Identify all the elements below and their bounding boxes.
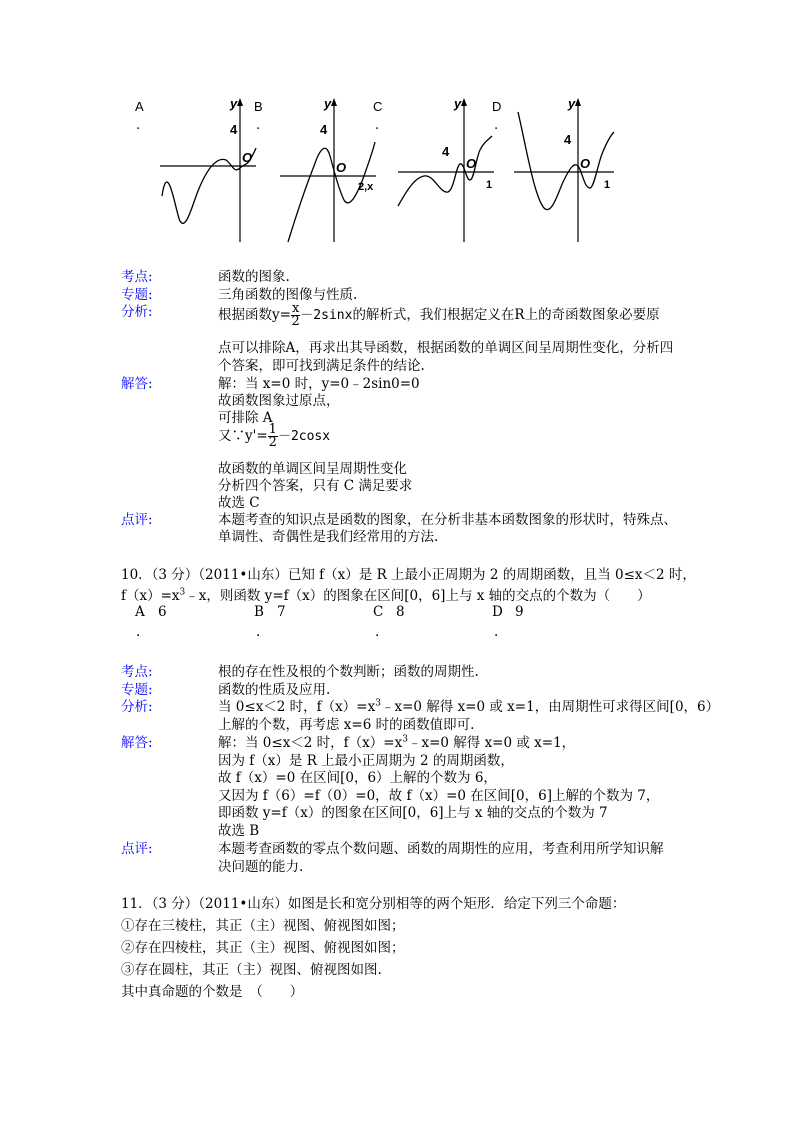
q9-graph-d-y: y xyxy=(568,96,576,111)
q10-jieda-sup: 3 xyxy=(402,734,408,745)
q10-stem-a: f（x）=x xyxy=(121,588,180,604)
q10-fenxi-a: 当 0≤x＜2 时，f（x）=x xyxy=(218,699,376,715)
q10-kaodian: 根的存在性及根的个数判断；函数的周期性. xyxy=(218,664,479,680)
q10-option-d-value: 9 xyxy=(515,604,524,620)
q10-option-a-letter: A xyxy=(135,604,145,620)
q10-jieda-line-5: 即函数 y=f（x）的图象在区间[0，6]上与 x 轴的交点的个数为 7 xyxy=(218,805,608,821)
q9-jieda-line-6: 分析四个答案，只有 C 满足要求 xyxy=(218,478,413,494)
q10-fenxi-line-2: 上解的个数，再考虑 x=6 时的函数值即可. xyxy=(218,717,475,733)
q10-fenxi-line-1 xyxy=(218,695,719,715)
q10-jieda-line-4: 又因为 f（6）=f（0）=0，故 f（x）=0 在区间[0，6]上解的个数为 7， xyxy=(218,788,660,804)
q9-graph-b-x-label: 2,x xyxy=(358,181,374,193)
q9-graph-d-o: O xyxy=(580,156,591,171)
q9-fenxi-tail: －2sinx xyxy=(300,308,353,323)
q9-option-b-dot: . xyxy=(256,118,261,133)
q9-jieda-line-2: 故函数图象过原点， xyxy=(218,393,340,409)
q9-jieda-line-5: 故函数的单调区间呈周期性变化 xyxy=(218,461,407,477)
q9-graph-a xyxy=(158,96,261,244)
q9-graph-b-o: O xyxy=(336,160,347,175)
q10-option-d-letter: D xyxy=(492,604,503,620)
q10-stem-line-2 xyxy=(121,584,651,604)
q10-option-d-dot: . xyxy=(494,624,499,640)
q9-graph-a-y: y xyxy=(230,96,238,111)
q10-jieda-label: 解答: xyxy=(121,735,153,751)
q10-option-a-value: 6 xyxy=(158,604,167,620)
q9-option-b-letter: B xyxy=(254,99,263,114)
q10-zhuanti-label: 专题: xyxy=(121,682,153,698)
q10-stem-b: ﹣x，则函数 y=f（x）的图象在区间[0，6]上与 x 轴的交点的个数为（ ） xyxy=(185,588,651,604)
q9-fenxi-fraction xyxy=(291,303,300,328)
q9-jieda-line-4 xyxy=(218,424,330,449)
q9-jieda-fraction xyxy=(268,424,278,449)
q9-option-d-dot: . xyxy=(494,118,499,133)
q9-graph-c-x-label: 1 xyxy=(486,179,493,191)
q9-fenxi-line-2: 点可以排除A，再求出其导函数，根据函数的单调区间呈周期性变化，分析四 xyxy=(218,340,674,356)
q9-kaodian-label: 考点: xyxy=(121,269,153,285)
q9-jieda-line-3: 可排除 A xyxy=(218,410,273,426)
q9-graph-a-four: 4 xyxy=(230,122,238,137)
q9-fenxi-text-a: 根据函数 xyxy=(218,307,272,323)
q10-jieda-line-1 xyxy=(218,731,575,751)
q9-zhuanti: 三角函数的图像与性质. xyxy=(218,287,358,303)
q9-graph-b xyxy=(278,96,378,244)
q10-option-c-value: 8 xyxy=(396,604,405,620)
q10-jieda-b: ﹣x=0 解得 x=0 或 x=1， xyxy=(407,735,576,751)
q9-graph-c xyxy=(396,96,499,244)
q9-fenxi-y: y= xyxy=(272,307,291,323)
q10-fenxi-b: ﹣x=0 解得 x=0 或 x=1，由周期性可求得区间[0，6） xyxy=(380,699,720,715)
q10-stem-sup: 3 xyxy=(179,587,186,598)
q9-graph-c-o: O xyxy=(466,156,477,171)
q10-jieda-a: 解：当 0≤x＜2 时，f（x）=x xyxy=(218,735,403,751)
q9-dianping-label: 点评: xyxy=(121,512,153,528)
q9-graph-d-four: 4 xyxy=(564,132,572,147)
q10-dianping-line-2: 决问题的能力. xyxy=(218,859,304,875)
q11-stem-line-2: 其中真命题的个数是 （ ） xyxy=(121,984,304,1000)
q10-option-a-dot: . xyxy=(136,624,141,640)
q10-fenxi-sup: 3 xyxy=(375,698,381,709)
q9-dianping-line-2: 单调性、奇偶性是我们经常用的方法. xyxy=(218,529,439,545)
q11-item-3: ③存在圆柱，其正（主）视图、俯视图如图. xyxy=(121,962,382,978)
q10-zhuanti: 函数的性质及应用. xyxy=(218,682,331,698)
q11-item-2: ②存在四棱柱，其正（主）视图、俯视图如图； xyxy=(121,940,405,956)
q9-dianping-line-1: 本题考查的知识点是函数的图象，在分析非基本函数图象的形状时，特殊点、 xyxy=(218,512,677,528)
q9-fenxi-label: 分析: xyxy=(121,304,153,320)
q9-fenxi-line-1 xyxy=(218,303,660,328)
q10-option-b-letter: B xyxy=(254,604,264,620)
q9-jieda-line-1: 解：当 x=0 时，y=0﹣2sin0=0 xyxy=(218,376,420,392)
q10-dianping-line-1: 本题考查函数的零点个数问题、函数的周期性的应用，考查利用所学知识解 xyxy=(218,841,664,857)
q9-jieda-derivative-lead: 又∵y'= xyxy=(218,428,268,444)
q9-jieda-frac-den: 2 xyxy=(268,435,277,450)
q9-zhuanti-label: 专题: xyxy=(121,287,153,303)
q10-jieda-line-6: 故选 B xyxy=(218,823,260,839)
q10-jieda-line-2: 因为 f（x）是 R 上最小正周期为 2 的周期函数， xyxy=(218,753,514,769)
q9-fenxi-line-3: 个答案，即可找到满足条件的结论. xyxy=(218,358,425,374)
q10-dianping-label: 点评: xyxy=(121,841,153,857)
q10-option-b-dot: . xyxy=(256,624,261,640)
q10-option-c-letter: C xyxy=(373,604,384,620)
q9-option-c-dot: . xyxy=(375,118,380,133)
q10-fenxi-label: 分析: xyxy=(121,699,153,715)
q9-option-c-letter: C xyxy=(373,99,383,114)
q9-fenxi-text-b: 的解析式，我们根据定义在R上的奇函数图象必要原 xyxy=(352,307,660,323)
q9-graph-b-y: y xyxy=(324,96,332,111)
q10-option-b-value: 7 xyxy=(277,604,286,620)
q9-fenxi-frac-num: x xyxy=(291,301,300,316)
q9-option-a-dot: . xyxy=(136,118,141,133)
q9-graph-a-o: O xyxy=(242,150,253,165)
q10-stem-line-1: 10．（3 分）（2011•山东）已知 f（x）是 R 上最小正周期为 2 的周期函数，且当 0≤x＜2 时， xyxy=(121,567,696,583)
q10-kaodian-label: 考点: xyxy=(121,664,153,680)
q9-jieda-frac-num: 1 xyxy=(268,422,277,437)
q9-graph-c-four: 4 xyxy=(442,144,450,159)
q9-graph-b-four: 4 xyxy=(320,122,328,137)
q9-option-d-letter: D xyxy=(492,99,502,114)
q9-graph-d xyxy=(512,96,616,244)
q9-fenxi-frac-den: 2 xyxy=(291,314,300,329)
q9-jieda-label: 解答: xyxy=(121,376,153,392)
q10-option-c-dot: . xyxy=(375,624,380,640)
q9-kaodian: 函数的图象. xyxy=(218,269,290,285)
q11-item-1: ①存在三棱柱，其正（主）视图、俯视图如图； xyxy=(121,918,405,934)
q9-graph-c-y: y xyxy=(454,96,462,111)
q10-jieda-line-3: 故 f（x）=0 在区间[0，6）上解的个数为 6， xyxy=(218,770,497,786)
q11-stem-line-1: 11．（3 分）（2011•山东）如图是长和宽分别相等的两个矩形．给定下列三个命题： xyxy=(121,896,626,912)
q9-jieda-line-7: 故选 C xyxy=(218,495,260,511)
q9-jieda-tail: －2cosx xyxy=(277,429,331,444)
q9-graph-d-x-label: 1 xyxy=(604,179,611,191)
q9-option-a-letter: A xyxy=(135,99,144,114)
